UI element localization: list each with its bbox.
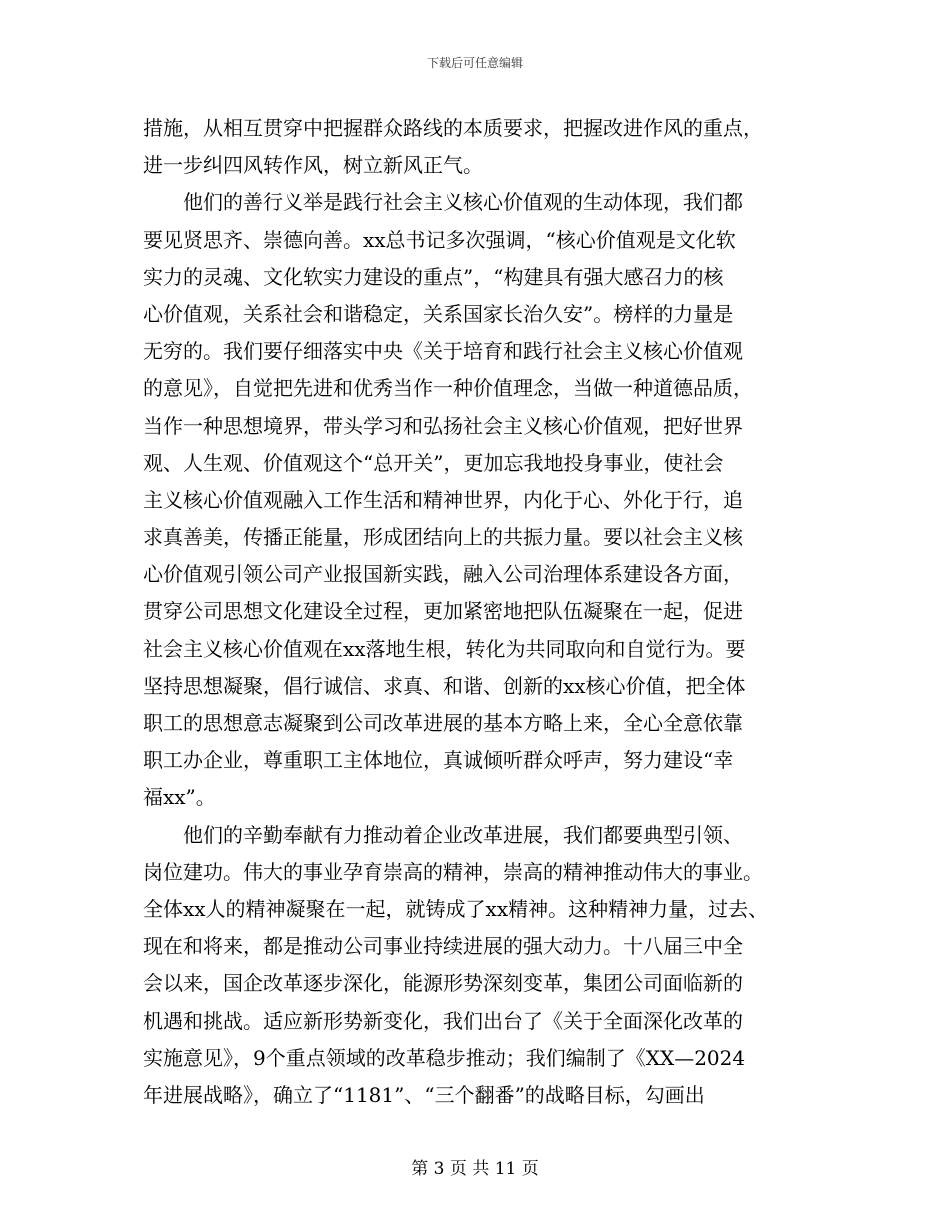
text-line: 要见贤思齐、崇德向善。xx总书记多次强调，“核心价值观是文化软: [143, 227, 736, 252]
text-line: 无穷的。我们要仔细落实中央《关于培育和践行社会主义核心价值观: [143, 339, 743, 364]
text-line: 当作一种思想境界，带头学习和弘扬社会主义核心价值观，把好世界: [143, 413, 743, 438]
text-line: 进一步纠四风转作风，树立新风正气。: [143, 153, 483, 178]
text-line: 坚持思想凝聚，倡行诚信、求真、和谐、创新的xx核心价值，把全体: [143, 673, 746, 698]
text-line: 的意见》，自觉把先进和优秀当作一种价值理念，当做一种道德品质，: [143, 376, 753, 401]
document-body: [143, 110, 833, 1114]
page-footer: 第 3 页 共 11 页: [411, 1159, 539, 1179]
text-line: 他们的善行义举是践行社会主义核心价值观的生动体现，我们都: [183, 190, 743, 215]
paragraph: [143, 184, 833, 816]
text-line: 机遇和挑战。适应新形势新变化，我们出台了《关于全面深化改革的: [143, 1008, 743, 1033]
text-line: 他们的辛勤奉献有力推动着企业改革进展，我们都要典型引领、: [183, 822, 743, 847]
text-line: 实施意见》，9个重点领域的改革稳步推动；我们编制了《XX—2024: [143, 1045, 746, 1070]
text-line: 职工的思想意志凝聚到公司改革进展的基本方略上来，全心全意依靠: [143, 711, 743, 735]
paragraph: [143, 817, 833, 1115]
text-line: 社会主义核心价值观在xx落地生根，转化为共同取向和自觉行为。要: [143, 636, 746, 661]
text-line: 贯穿公司思想文化建设全过程，更加紧密地把队伍凝聚在一起，促进: [143, 599, 743, 624]
text-line: 岗位建功。伟大的事业孕育崇高的精神，崇高的精神推动伟大的事业。: [143, 859, 763, 884]
text-line: 主义核心价值观融入工作生活和精神世界，内化于心、外化于行，追: [143, 487, 743, 512]
text-line: 年进展战略》，确立了“1181”、“三个翻番”的战略目标，勾画出: [143, 1082, 705, 1107]
text-line: 会以来，国企改革逐步深化，能源形势深刻变革，集团公司面临新的: [143, 971, 743, 996]
text-line: 全体xx人的精神凝聚在一起，就铸成了xx精神。这种精神力量，过去、: [143, 896, 769, 921]
text-line: 福xx”。: [143, 785, 216, 810]
paragraph: [143, 110, 833, 184]
text-line: 职工办企业，尊重职工主体地位，真诚倾听群众呼声，努力建设“幸: [143, 748, 734, 773]
text-line: 实力的灵魂、文化软实力建设的重点”，“构建具有强大感召力的核: [143, 264, 724, 289]
text-line: 心价值观，关系社会和谐稳定，关系国家长治久安”。榜样的力量是: [143, 301, 734, 326]
text-line: 措施，从相互贯穿中把握群众路线的本质要求，把握改进作风的重点，: [143, 116, 763, 140]
text-line: 观、人生观、价值观这个“总开关”，更加忘我地投身事业，使社会: [143, 450, 724, 475]
text-line: 求真善美，传播正能量，形成团结向上的共振力量。要以社会主义核: [143, 525, 743, 550]
text-line: 心价值观引领公司产业报国新实践，融入公司治理体系建设各方面，: [143, 562, 743, 587]
page-header: 下载后可任意编辑: [426, 56, 523, 70]
text-line: 现在和将来，都是推动公司事业持续进展的强大动力。十八届三中全: [143, 934, 743, 959]
